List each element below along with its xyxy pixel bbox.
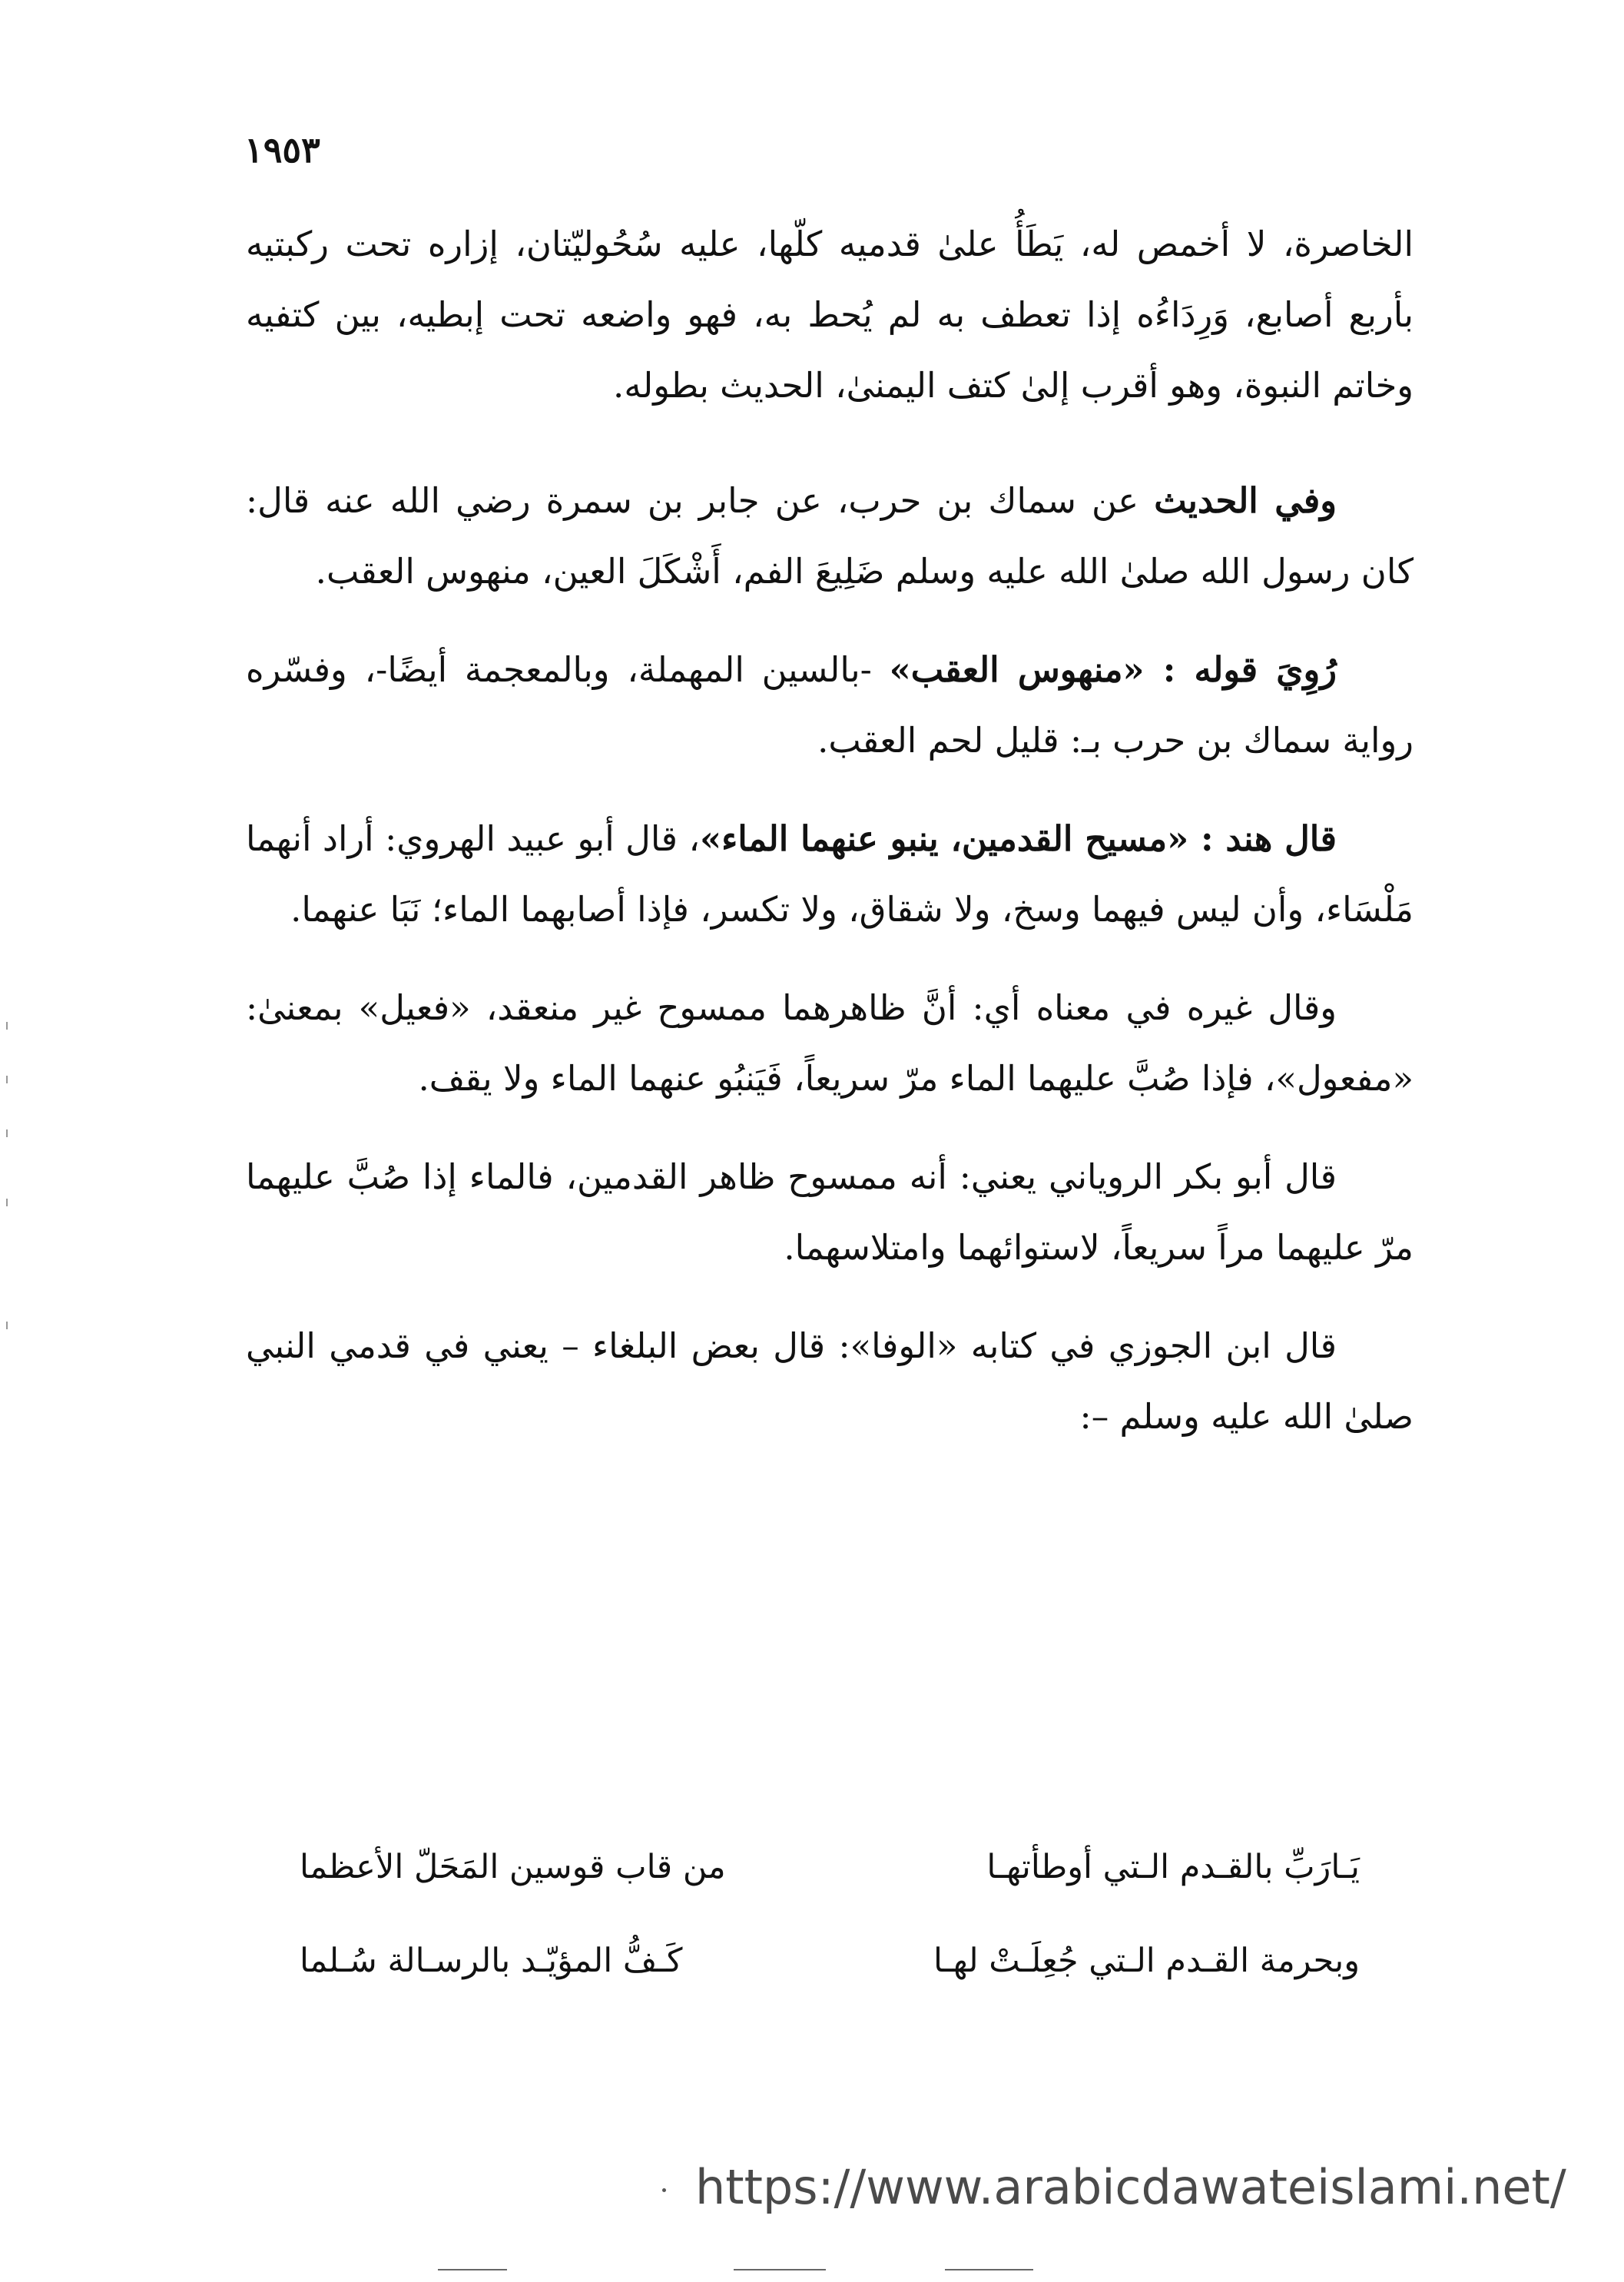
paragraph bbox=[246, 209, 1414, 421]
paragraph bbox=[246, 804, 1414, 945]
paragraph-lead: وفي الحديث bbox=[1154, 480, 1337, 521]
page-number: ١٩٥٣ bbox=[244, 129, 320, 171]
poem-first-hemistich: وبحرمة القـدم الـتي جُعِلَـتْ لهـا bbox=[933, 1942, 1360, 1980]
watermark-dot bbox=[662, 2188, 666, 2192]
scan-edge-mark bbox=[6, 1199, 8, 1206]
paragraph-text: قال ابن الجوزي في كتابه «الوفا»: قال بعض البلغاء – يعني في قدمي النبي صلىٰ الله عليه وسلم –: bbox=[246, 1325, 1414, 1437]
text-body bbox=[246, 209, 1414, 1452]
paragraph bbox=[246, 973, 1414, 1114]
poem-second-hemistich: من قاب قوسين المَحَلّ الأعظما bbox=[300, 1848, 726, 1886]
poem bbox=[300, 1848, 1360, 2035]
scan-line bbox=[438, 2269, 507, 2270]
paragraph bbox=[246, 1142, 1414, 1283]
watermark-url: https://www.arabicdawateislami.net/ bbox=[695, 2159, 1566, 2215]
scan-edge-mark bbox=[6, 1129, 8, 1137]
paragraph-text: قال أبو بكر الروياني يعني: أنه ممسوح ظاهر القدمين، فالماء إذا صُبَّ عليهما مرّ عليهما مراً سريعاً، لاستوائهما وامتلاسهما. bbox=[246, 1156, 1414, 1268]
paragraph-lead: رُوِيَ قوله : «منهوس العقب» bbox=[889, 649, 1337, 690]
scan-edge-mark bbox=[6, 1022, 8, 1030]
paragraph bbox=[246, 466, 1414, 607]
poem-verse bbox=[300, 1942, 1360, 2035]
poem-verse bbox=[300, 1848, 1360, 1942]
paragraph bbox=[246, 635, 1414, 776]
paragraph bbox=[246, 1311, 1414, 1452]
scan-edge-mark bbox=[6, 1322, 8, 1329]
scan-line bbox=[734, 2269, 826, 2270]
paragraph-text: وقال غيره في معناه أي: أنَّ ظاهرهما ممسوح غير منعقد، «فعيل» بمعنىٰ: «مفعول»، فإذا صُبَّ عليهما الماء مرّ سريعاً، فَيَنبُو عنهما الماء ولا يقف. bbox=[246, 987, 1414, 1099]
paragraph-text: -بالسين المهملة، وبالمعجمة أيضًا-، وفسّره رواية سماك بن حرب بـ: قليل لحم العقب. bbox=[246, 649, 1414, 761]
poem-second-hemistich: كَـفُّ المؤيّـد بالرسـالة سُـلما bbox=[300, 1942, 683, 1980]
poem-first-hemistich: يَـارَبِّ بالقـدم الـتي أوطأتهـا bbox=[986, 1848, 1360, 1886]
paragraph-text: الخاصرة، لا أخمص له، يَطَأُ علىٰ قدميه كلّها، عليه سُحُوليّتان، إزاره تحت ركبتيه بأربع أصابع، وَرِدَاءُه إذا تعطف به لم يُحط به، فهو واضعه تحت إبطيه، بين كتفيه وخاتم النبوة، وهو أقرب إلىٰ كتف اليمنىٰ، الحديث بطوله. bbox=[246, 224, 1414, 406]
paragraph-text: ، قال أبو عبيد الهروي: أراد أنهما مَلْسَاء، وأن ليس فيهما وسخ، ولا شقاق، ولا تكسر، فإذا أصابهما الماء؛ نَبَا عنهما. bbox=[246, 818, 1414, 930]
paragraph-text: عن سماك بن حرب، عن جابر بن سمرة رضي الله عنه قال: كان رسول الله صلىٰ الله عليه وسلم ضَلِيعَ الفم، أَشْكَلَ العين، منهوس العقب. bbox=[246, 480, 1414, 592]
scan-line bbox=[945, 2269, 1033, 2270]
scan-edge-mark bbox=[6, 1076, 8, 1083]
paragraph-lead: قال هند : «مسيح القدمين، ينبو عنهما الماء» bbox=[700, 818, 1337, 859]
